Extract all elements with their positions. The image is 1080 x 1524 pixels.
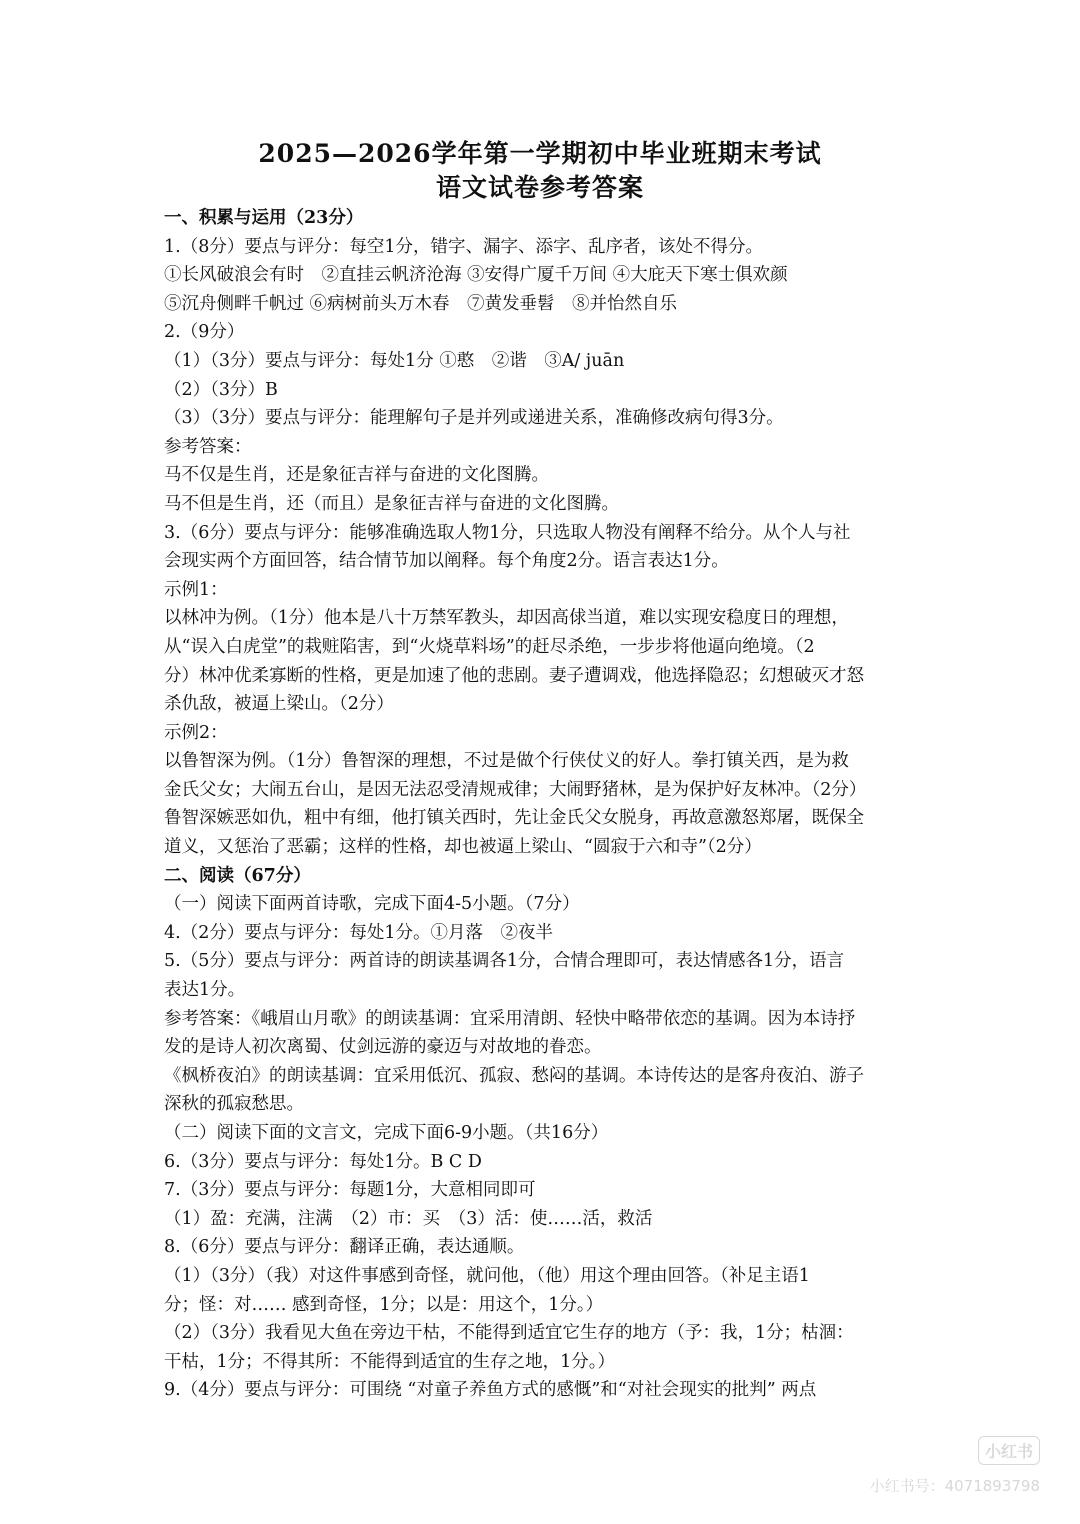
text-line: 鲁智深嫉恶如仇，粗中有细，他打镇关西时，先让金氏父女脱身，再故意激怒郑屠，既保全 — [164, 808, 864, 829]
text-line: （1）（3分）要点与评分：每处1分 ①憨 ②谐 ③A/ juān — [164, 350, 625, 371]
answer-body — [164, 204, 924, 1405]
text-line: 4.（2分）要点与评分：每处1分。①月落 ②夜半 — [164, 922, 553, 943]
page-title: 2025—2026学年第一学期初中毕业班期末考试 — [258, 139, 822, 168]
text-line: 分；怪：对…… 感到奇怪，1分；以是：用这个，1分。） — [164, 1294, 604, 1315]
text-line: （2）（3分）我看见大鱼在旁边干枯，不能得到适宜它生存的地方（予：我，1分；枯涸： — [164, 1323, 854, 1344]
text-line: 发的是诗人初次离蜀、仗剑远游的豪迈与对故地的眷恋。 — [164, 1037, 602, 1058]
text-line: 《枫桥夜泊》的朗读基调：宜采用低沉、孤寂、愁闷的基调。本诗传达的是客舟夜泊、游子 — [164, 1065, 864, 1086]
text-line: （2）（3分）B — [164, 379, 278, 400]
text-line: （一）阅读下面两首诗歌，完成下面4-5小题。（7分） — [164, 894, 580, 915]
text-line: 参考答案： — [164, 436, 252, 457]
text-line: 示例2： — [164, 722, 228, 743]
text-line: 示例1： — [164, 579, 228, 600]
text-line: （1）盈：充满，注满 （2）市：买 （3）活：使……活，救活 — [164, 1208, 653, 1229]
text-line: （二）阅读下面的文言文，完成下面6-9小题。（共16分） — [164, 1123, 609, 1143]
text-line: ①长风破浪会有时 ②直挂云帆济沧海 ③安得广厦千万间 ④大庇天下寒士俱欢颜 — [164, 265, 788, 286]
text-line: 1.（8分）要点与评分：每空1分，错字、漏字、添字、乱序者，该处不得分。 — [164, 236, 763, 257]
text-line: 2.（9分） — [164, 322, 245, 343]
text-line: 干枯，1分；不得其所：不能得到适宜的生存之地，1分。） — [164, 1351, 616, 1372]
text-line: 杀仇敌，被逼上梁山。（2分） — [164, 694, 394, 715]
text-line: 深秋的孤寂愁思。 — [164, 1094, 304, 1115]
text-line: 表达1分。 — [164, 980, 246, 1001]
text-line: ⑤沉舟侧畔千帆过 ⑥病树前头万木春 ⑦黄发垂髫 ⑧并怡然自乐 — [164, 293, 678, 314]
text-line: 马不但是生肖，还（而且）是象征吉祥与奋进的文化图腾。 — [164, 493, 619, 514]
text-line: 道义，又惩治了恶霸；这样的性格，却也被逼上梁山、“圆寂于六和寺”（2分） — [164, 837, 762, 858]
section-heading: 一、积累与运用（23分） — [164, 208, 364, 228]
text-line: 金氏父女；大闹五台山，是因无法忍受清规戒律；大闹野猪林，是为保护好友林冲。（2分） — [164, 779, 867, 800]
text-line: 分）林冲优柔寡断的性格，更是加速了他的悲剧。妻子遭调戏，他选择隐忍；幻想破灭才怒 — [164, 665, 864, 686]
text-line: 6.（3分）要点与评分：每处1分。B C D — [164, 1151, 482, 1172]
text-line: 马不仅是生肖，还是象征吉祥与奋进的文化图腾。 — [164, 465, 549, 486]
page-subtitle: 语文试卷参考答案 — [435, 173, 644, 202]
text-line: （3）（3分）要点与评分：能理解句子是并列或递进关系，准确修改病句得3分。 — [164, 408, 784, 429]
text-line: 3.（6分）要点与评分：能够准确选取人物1分，只选取人物没有阐释不给分。从个人与社 — [164, 522, 851, 543]
watermark — [870, 1436, 1040, 1496]
text-line: （1）（3分）（我）对这件事感到奇怪，就问他，（他）用这个理由回答。（补足主语1 — [164, 1265, 810, 1286]
text-line: 会现实两个方面回答，结合情节加以阐释。每个角度2分。语言表达1分。 — [164, 551, 729, 572]
text-line: 9.（4分）要点与评分：可围绕 “对童子养鱼方式的感慨”和“对社会现实的批判” 两点 — [164, 1380, 817, 1401]
text-line: 参考答案：《峨眉山月歌》的朗读基调：宜采用清朗、轻快中略带依恋的基调。因为本诗抒 — [164, 1008, 856, 1029]
text-line: 8.（6分）要点与评分：翻译正确，表达通顺。 — [164, 1237, 525, 1258]
text-line: 以鲁智深为例。（1分）鲁智深的理想，不过是做个行侠仗义的好人。拳打镇关西，是为救 — [164, 751, 849, 772]
watermark-id: 小红书号：4071893798 — [869, 1477, 1040, 1495]
section-heading: 二、阅读（67分） — [164, 865, 311, 886]
text-line: 5.（5分）要点与评分：两首诗的朗读基调各1分，合情合理即可，表达情感各1分，语言 — [164, 951, 845, 972]
text-line: 以林冲为例。（1分）他本是八十万禁军教头，却因高俅当道，难以实现安稳度日的理想， — [164, 608, 849, 629]
watermark-logo: 小红书 — [978, 1436, 1040, 1465]
text-line: 从“误入白虎堂”的栽赃陷害，到“火烧草料场”的赶尽杀绝，一步步将他逼向绝境。（2 — [164, 636, 815, 657]
text-line: 7.（3分）要点与评分：每题1分，大意相同即可 — [164, 1180, 536, 1201]
